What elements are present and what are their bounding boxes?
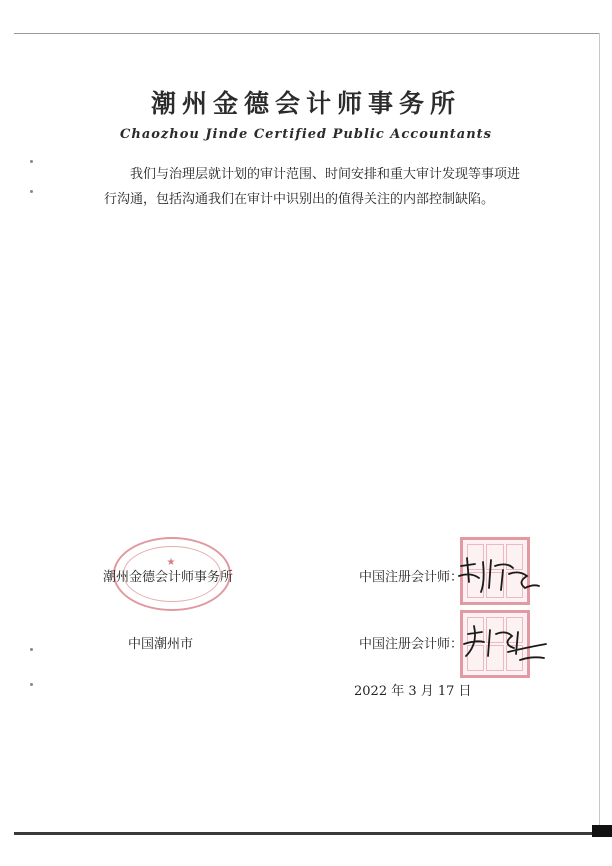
- scan-speck: [30, 160, 33, 163]
- page-bottom-edge: [14, 832, 600, 835]
- firm-seal-emblem: ★: [166, 557, 178, 568]
- letterhead-title-cn: 潮州金德会计师事务所: [150, 89, 461, 118]
- scan-speck: [30, 683, 33, 686]
- letterhead-title-en: Chaozhou Jinde Certified Public Accountants: [120, 127, 492, 142]
- page-right-edge: [599, 33, 600, 833]
- cpa-signature-2: [458, 622, 550, 666]
- body-paragraph: 我们与治理层就计划的审计范围、时间安排和重大审计发现等事项进行沟通，包括沟通我们在审计中识别出的值得关注的内部控制缺陷。: [104, 167, 521, 207]
- scan-corner-mark: [592, 825, 612, 837]
- page-top-edge: [14, 33, 600, 34]
- cpa-signature-1: [455, 552, 545, 596]
- scan-speck: [30, 648, 33, 651]
- firm-name-label: 潮州金德会计师事务所: [103, 570, 234, 585]
- scan-speck: [30, 190, 33, 193]
- location-label: 中国潮州市: [128, 637, 194, 652]
- cpa-label-1: 中国注册会计师：: [359, 570, 464, 585]
- cpa-label-2: 中国注册会计师：: [359, 637, 464, 652]
- report-date: 2022 年 3 月 17 日: [354, 684, 472, 699]
